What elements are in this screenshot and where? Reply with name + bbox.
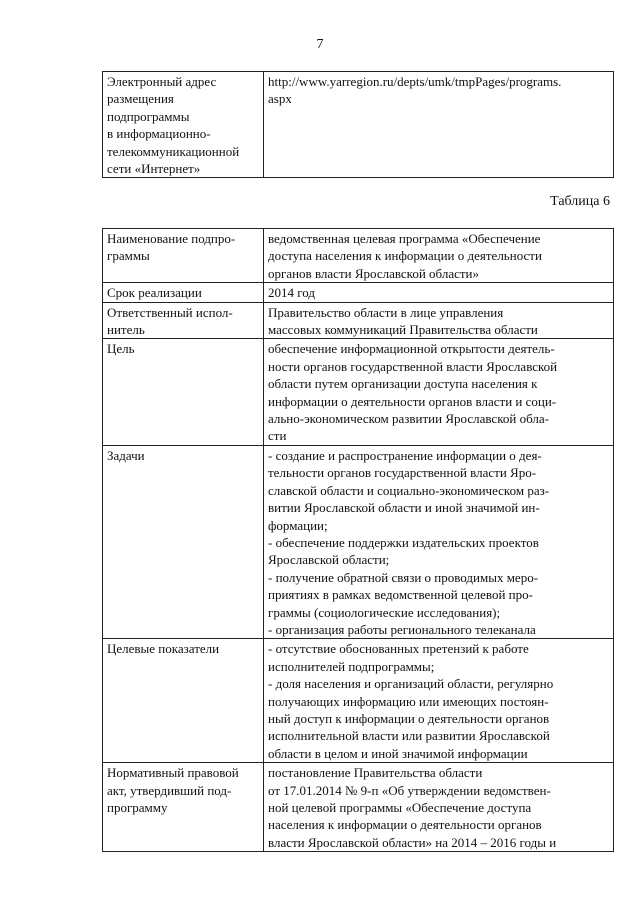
- row-label: Срок реализации: [103, 283, 264, 302]
- row-value: обеспечение информационной открытости деятель- ности органов государственной власти Ярославской области путем организации доступа населения к информации о деятельности органов власти и соци- ально-экономическом развитии Ярославской обла- сти: [264, 339, 614, 445]
- table-row: [103, 302, 614, 339]
- table-row: [103, 339, 614, 445]
- row-value: ведомственная целевая программа «Обеспечение доступа населения к информации о деятельности органов власти Ярославской области»: [264, 229, 614, 283]
- row-value: - создание и распространение информации о дея- тельности органов государственной власти Яро- славской области и социально-экономическом раз- витии Ярославской области и иной значимой ин- формации; - обеспечение поддержки издательских проектов Ярославской области; - получение обратной связи о проводимых меро- приятиях в рамках ведомственной целевой про- граммы (социологические исследования); - организация работы регионального телеканала: [264, 445, 614, 638]
- row-label: Цель: [103, 339, 264, 445]
- row-value: Правительство области в лице управления массовых коммуникаций Правительства области: [264, 302, 614, 339]
- table-caption: Таблица 6: [550, 194, 610, 209]
- row-label: Задачи: [103, 445, 264, 638]
- row-label: Ответственный испол- нитель: [103, 302, 264, 339]
- table-row: [103, 229, 614, 283]
- row-value: 2014 год: [264, 283, 614, 302]
- table-row: [103, 763, 614, 852]
- info-table-internet-address: [102, 71, 614, 178]
- table-row: [103, 445, 614, 638]
- table-row: [103, 283, 614, 302]
- row-label: Электронный адрес размещения подпрограммы в информационно- телекоммуникационной сети «Интернет»: [103, 72, 264, 178]
- row-value: http://www.yarregion.ru/depts/umk/tmpPages/programs. aspx: [264, 72, 614, 178]
- subprogram-passport-table: [102, 228, 614, 852]
- row-value: - отсутствие обоснованных претензий к работе исполнителей подпрограммы; - доля населения и организаций области, регулярно получающих информацию или имеющих постоян- ный доступ к информации о деятельности органов исполнительной власти или развитии Ярославской области в целом и иной значимой информации: [264, 639, 614, 763]
- row-label: Наименование подпро- граммы: [103, 229, 264, 283]
- row-label: Нормативный правовой акт, утвердивший под- программу: [103, 763, 264, 852]
- row-value: постановление Правительства области от 17.01.2014 № 9-п «Об утверждении ведомствен- ной целевой программы «Обеспечение доступа населения к информации о деятельности органов власти Ярославской области» на 2014 – 2016 годы и: [264, 763, 614, 852]
- table-row: [103, 72, 614, 178]
- table-row: [103, 639, 614, 763]
- page-number: 7: [316, 37, 324, 52]
- row-label: Целевые показатели: [103, 639, 264, 763]
